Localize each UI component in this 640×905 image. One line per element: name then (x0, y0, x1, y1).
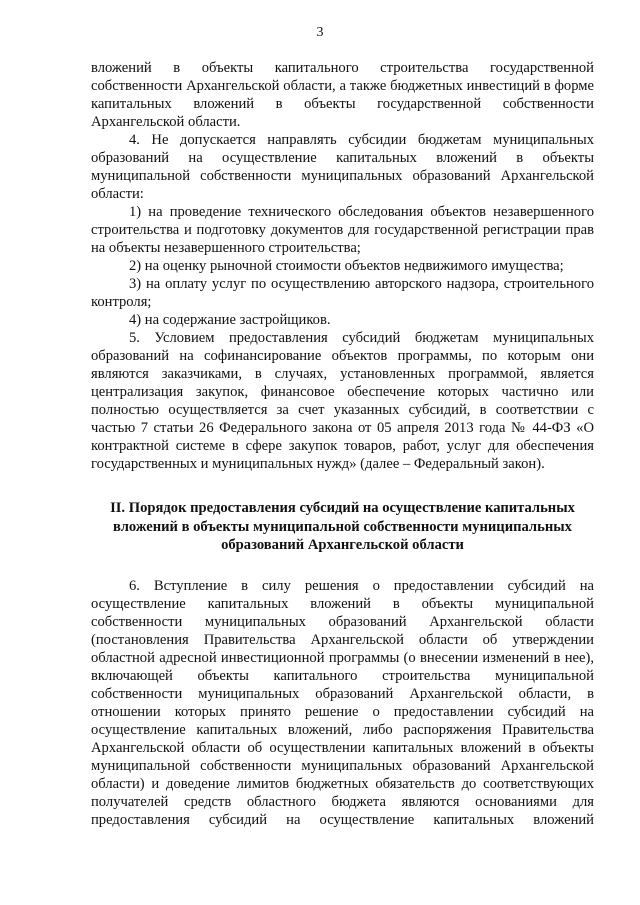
paragraph-item-4: 4. Не допускается направлять субсидии бюджетам муниципальных образований на осуществление капитальных вложений в объекты муниципальной собственности муниципальных образований Архангельской области: (91, 132, 594, 202)
section-heading-line-3: образований Архангельской области (221, 537, 464, 553)
subitem-3: 3) на оплату услуг по осуществлению авторского надзора, строительного контроля; (91, 276, 594, 310)
section-heading (91, 499, 594, 555)
paragraph-item-6: 6. Вступление в силу решения о предоставлении субсидий на осуществление капитальных вложений в объекты муниципальной собственности муниципальных образований Архангельской области (постановления Правительства Архангельской области об утверждении областной адресной инвестиционной программы (о внесении изменений в нее), включающей объекты капитального строительства муниципальной собственности муниципальных образований Архангельской области, в отношении которых принято решение о предоставлении субсидий на осуществление капитальных вложений, либо распоряжения Правительства Архангельской области об осуществлении капитальных вложений в объекты муниципальной собственности муниципальных образований Архангельской области) и доведение лимитов бюджетных обязательств до соответствующих получателей средств областного бюджета являются основаниями для предоставления субсидий на осуществление капитальных вложений (91, 577, 594, 828)
paragraph-continuation: вложений в объекты капитального строительства государственной собственности Архангельской области, а также бюджетных инвестиций в форме капитальных вложений в объекты государственной собственности Архангельской области. (91, 60, 594, 130)
subitem-4: 4) на содержание застройщиков. (129, 312, 331, 328)
document-body (91, 59, 594, 829)
section-heading-line-2: вложений в объекты муниципальной собственности муниципальных (113, 518, 572, 535)
subitem-1: 1) на проведение технического обследования объектов незавершенного строительства и подготовку документов для государственной регистрации прав на объекты незавершенного строительства; (91, 204, 594, 256)
page-number: 3 (316, 25, 324, 40)
section-heading-line-1: II. Порядок предоставления субсидий на осуществление капитальных (110, 500, 575, 516)
subitem-2: 2) на оценку рыночной стоимости объектов недвижимого имущества; (129, 258, 564, 274)
paragraph-item-5: 5. Условием предоставления субсидий бюджетам муниципальных образований на софинансирование объектов программы, по которым они являются заказчиками, в случаях, установленных программой, является централизация закупок, финансовое обеспечение которых частично или полностью осуществляется за счет указанных субсидий, в соответствии с частью 7 статьи 26 Федерального закона от 05 апреля 2013 года № 44-ФЗ «О контрактной системе в сфере закупок товаров, работ, услуг для обеспечения государственных и муниципальных нужд» (далее – Федеральный закон). (91, 330, 594, 472)
